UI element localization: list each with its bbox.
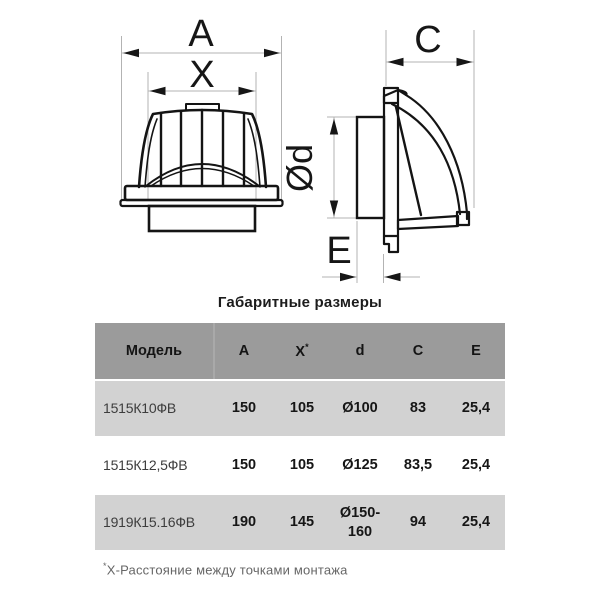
column-header-x-note-mark: * [305,342,309,353]
technical-drawing [0,0,600,290]
value-d: Ø150-160 [331,495,389,550]
arrowhead-a-left [123,49,139,57]
arrowhead-d-bottom [330,201,338,217]
side-view-drawing [279,19,474,283]
dim-label-d: Ød [279,143,320,193]
arrowhead-e-left [340,273,356,281]
dim-label-a: A [188,13,214,55]
model-name: 1515К10ФВ [95,381,215,436]
table-header-row [95,323,505,379]
footnote-text: X-Расстояние между точками монтажа [106,562,348,578]
value-c: 83 [389,381,447,436]
column-header-x [273,323,331,379]
table-row [95,495,505,550]
arrowhead-c-left [388,58,404,66]
footnote-mark: * [103,561,107,571]
wall-flange [384,88,398,252]
column-header-c: C [389,323,447,379]
value-x: 105 [273,381,331,436]
column-header-model: Модель [95,323,215,379]
duct-spigot-side [357,117,384,218]
column-header-x-label: X [295,343,306,360]
value-d: Ø100 [331,381,389,436]
arrowhead-d-top [330,119,338,135]
value-x: 105 [289,457,315,474]
arrowhead-e-right [385,273,401,281]
table-row [95,438,505,493]
value-d: Ø125 [342,457,378,474]
arrowhead-x-right [239,87,255,95]
arrowhead-x-left [150,87,166,95]
dim-label-e: E [326,230,352,272]
arrowhead-a-right [264,49,280,57]
front-view-drawing [121,13,283,231]
dim-label-c: C [414,19,442,61]
column-header-d: d [331,323,389,379]
arrowhead-c-right [457,58,473,66]
table-footnote [103,561,600,577]
value-a: 190 [215,495,273,550]
model-name: 1515К12,5ФВ [103,456,188,473]
value-c: 83,5 [403,457,433,474]
dimensions-table [95,321,505,552]
column-header-e: E [447,323,505,379]
value-e: 25,4 [447,381,505,436]
mounting-flange [121,186,283,206]
dim-label-x: X [189,54,215,96]
model-name: 1919К15.16ФВ [95,495,215,550]
value-e: 25,4 [447,495,505,550]
table-row [95,381,505,436]
value-c: 94 [389,495,447,550]
column-header-a: A [215,323,273,379]
hood-cover [384,90,469,229]
table-title: Габаритные размеры [217,294,383,311]
duct-spigot-front [149,206,255,231]
value-a: 150 [231,457,257,474]
value-x: 145 [273,495,331,550]
grille-cage [139,104,266,187]
value-a: 150 [215,381,273,436]
value-e: 25,4 [461,457,491,474]
